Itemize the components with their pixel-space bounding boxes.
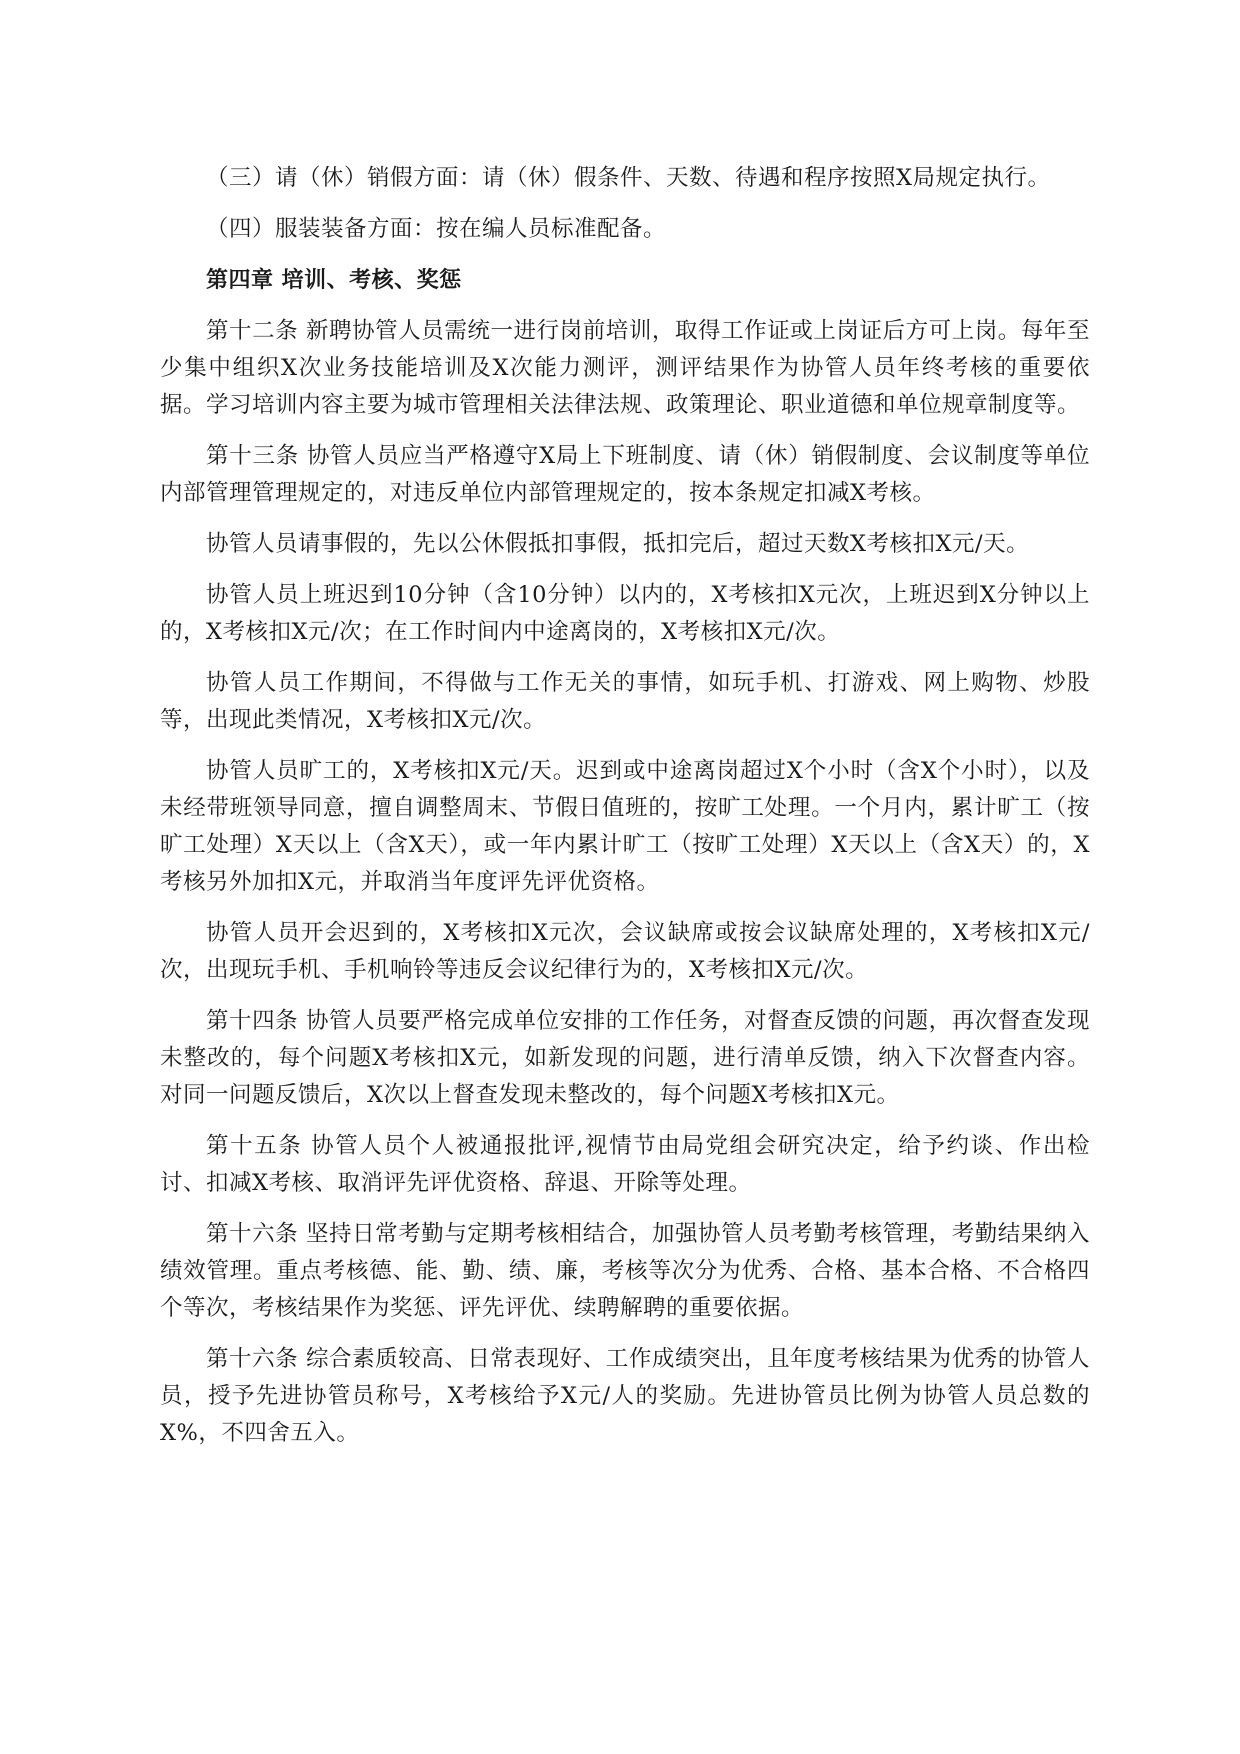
paragraph-absenteeism: 协管人员旷工的，X考核扣X元/天。迟到或中途离岗超过X个小时（含X个小时），以及未经带班领导同意，擅自调整周末、节假日值班的，按旷工处理。一个月内，累计旷工（按旷工处理）X天以上（含X天），或一年内累计旷工（按旷工处理）X天以上（含X天）的，X考核另外加扣X元，并取消当年度评先评优资格。: [160, 758, 1090, 895]
article-13: 第十三条 协管人员应当严格遵守X局上下班制度、请（休）销假制度、会议制度等单位内部管理管理规定的，对违反单位内部管理规定的，按本条规定扣减X考核。: [160, 443, 1090, 506]
chapter-heading: 第四章 培训、考核、奖惩: [206, 268, 462, 293]
paragraph-personal-leave: 协管人员请事假的，先以公休假抵扣事假，抵扣完后，超过天数X考核扣X元/天。: [206, 531, 1030, 557]
article-14: 第十四条 协管人员要严格完成单位安排的工作任务，对督查反馈的问题，再次督查发现未整改的，每个问题X考核扣X元，如新发现的问题，进行清单反馈，纳入下次督查内容。对同一问题反馈后，X次以上督查发现未整改的，每个问题X考核扣X元。: [160, 1008, 1090, 1108]
paragraph-uniform: （四）服装装备方面：按在编人员标准配备。: [206, 216, 667, 242]
paragraph-meetings: 协管人员开会迟到的，X考核扣X元次，会议缺席或按会议缺席处理的，X考核扣X元/次，出现玩手机、手机响铃等违反会议纪律行为的，X考核扣X元/次。: [160, 920, 1090, 983]
article-12: 第十二条 新聘协管人员需统一进行岗前培训，取得工作证或上岗证后方可上岗。每年至少集中组织X次业务技能培训及X次能力测评，测评结果作为协管人员年终考核的重要依据。学习培训内容主要为城市管理相关法律法规、政策理论、职业道德和单位规章制度等。: [160, 318, 1090, 418]
document-page: [160, 160, 1090, 1466]
paragraph-work-conduct: 协管人员工作期间，不得做与工作无关的事情，如玩手机、打游戏、网上购物、炒股等，出现此类情况，X考核扣X元/次。: [160, 670, 1090, 733]
paragraph-leave: （三）请（休）销假方面：请（休）假条件、天数、待遇和程序按照X局规定执行。: [206, 165, 1051, 191]
article-16-attendance: 第十六条 坚持日常考勤与定期考核相结合，加强协管人员考勤考核管理，考勤结果纳入绩效管理。重点考核德、能、勤、绩、廉，考核等次分为优秀、合格、基本合格、不合格四个等次，考核结果作为奖惩、评先评优、续聘解聘的重要依据。: [160, 1221, 1090, 1321]
article-15: 第十五条 协管人员个人被通报批评,视情节由局党组会研究决定，给予约谈、作出检讨、扣减X考核、取消评先评优资格、辞退、开除等处理。: [160, 1133, 1090, 1196]
article-16-awards: 第十六条 综合素质较高、日常表现好、工作成绩突出，且年度考核结果为优秀的协管人员，授予先进协管员称号，X考核给予X元/人的奖励。先进协管员比例为协管人员总数的X%，不四舍五入。: [160, 1346, 1090, 1446]
paragraph-lateness: 协管人员上班迟到10分钟（含10分钟）以内的，X考核扣X元次，上班迟到X分钟以上的，X考核扣X元/次；在工作时间内中途离岗的，X考核扣X元/次。: [160, 582, 1090, 645]
